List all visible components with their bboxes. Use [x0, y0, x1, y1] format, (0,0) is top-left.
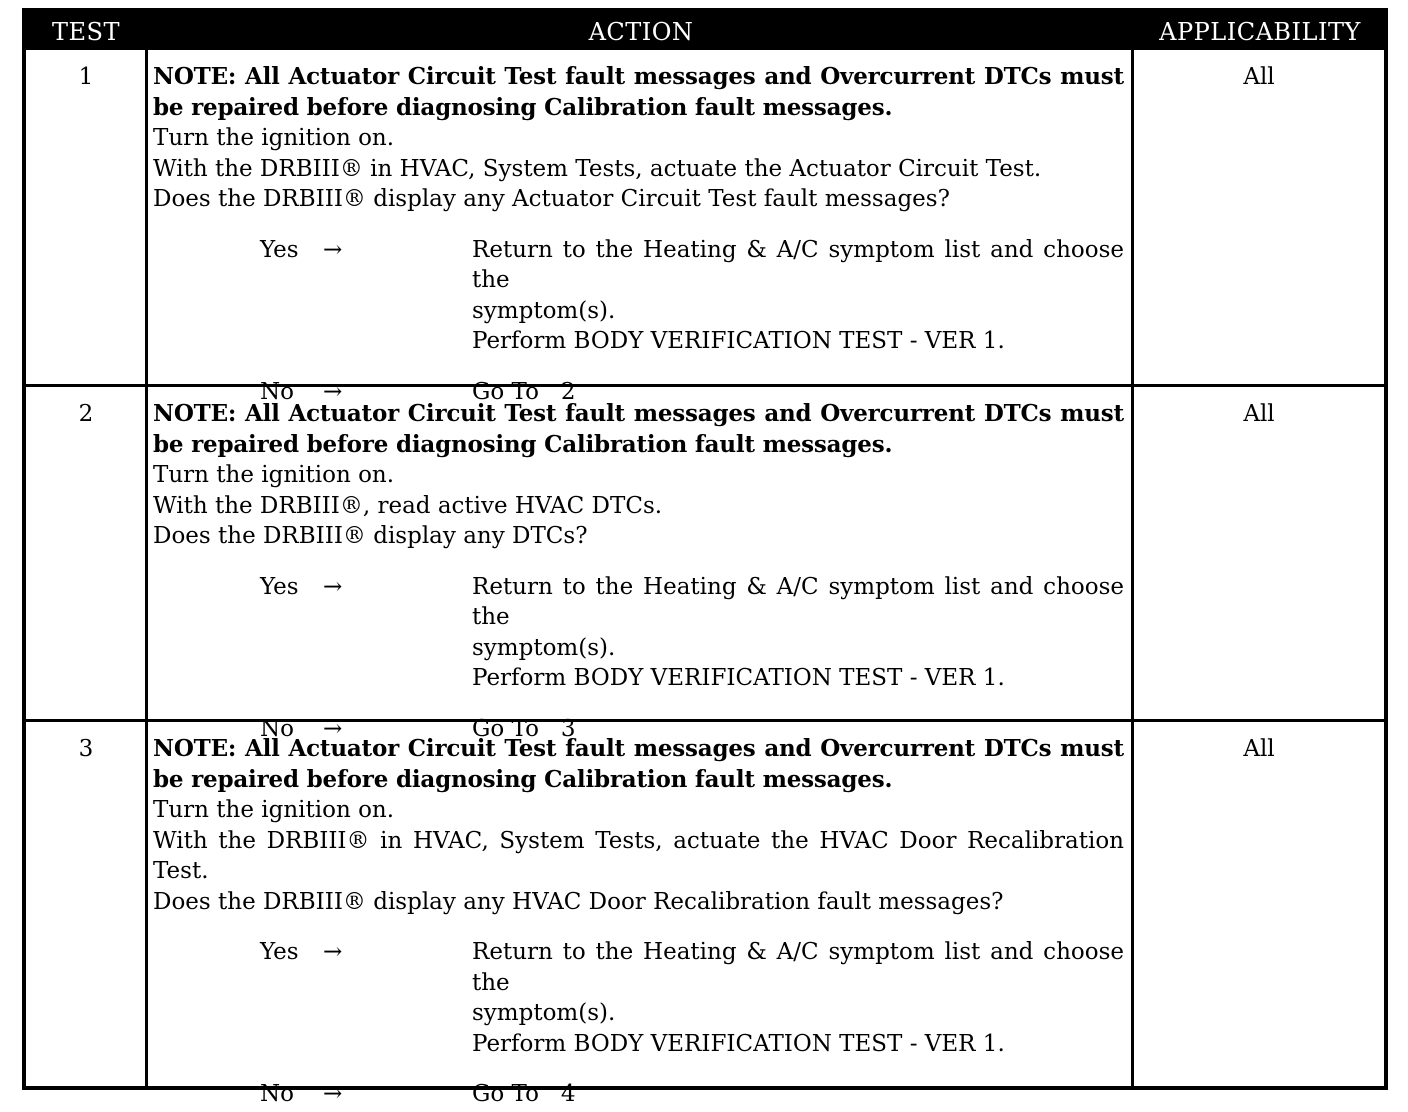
- yes-result: [472, 235, 1124, 357]
- yes-result-line: symptom(s).: [472, 297, 616, 324]
- arrow-right-icon: →: [323, 573, 343, 600]
- yes-label: Yes: [260, 939, 299, 965]
- arrow-right-icon: →: [323, 939, 343, 965]
- table-row: [26, 387, 1384, 742]
- question-text: Does the DRBIII® display any DTCs?: [153, 523, 588, 549]
- header-applicability: APPLICABILITY: [1159, 18, 1361, 46]
- yes-result: [472, 572, 1124, 694]
- yes-result-line: Perform BODY VERIFICATION TEST - VER 1.: [472, 1030, 1005, 1057]
- diagnostic-test-table: [22, 8, 1388, 1107]
- step-text: Turn the ignition on.: [153, 462, 395, 488]
- no-result: Go To 3: [472, 715, 576, 742]
- applicability-value: All: [1243, 64, 1275, 90]
- no-label: No: [260, 715, 294, 742]
- question-text: Does the DRBIII® display any HVAC Door Recalibration fault messages?: [153, 888, 1004, 915]
- header-action: ACTION: [588, 18, 694, 46]
- note-text: NOTE: All Actuator Circuit Test fault messages and Overcurrent DTCs must be repaired before diagnosing Calibration fault messages.: [153, 400, 1124, 458]
- applicability-value: All: [1243, 736, 1275, 762]
- step-text: Turn the ignition on.: [153, 125, 395, 151]
- yes-result-line: Perform BODY VERIFICATION TEST - VER 1.: [472, 328, 1005, 354]
- table-row: [26, 722, 1384, 1107]
- note-text: NOTE: All Actuator Circuit Test fault messages and Overcurrent DTCs must be repaired before diagnosing Calibration fault messages.: [153, 63, 1124, 121]
- yes-result-line: Return to the Heating & A/C symptom list and choose the: [472, 573, 1124, 630]
- yes-result-line: Perform BODY VERIFICATION TEST - VER 1.: [472, 665, 1005, 691]
- header-test: TEST: [52, 18, 120, 46]
- yes-label: Yes: [260, 573, 299, 600]
- no-result: Go To 4: [472, 1081, 576, 1107]
- step-text: With the DRBIII®, read active HVAC DTCs.: [153, 492, 663, 519]
- applicability-value: All: [1243, 401, 1275, 427]
- test-number: 3: [78, 736, 94, 762]
- no-label: No: [260, 378, 294, 405]
- step-text: With the DRBIII® in HVAC, System Tests, actuate the HVAC Door Recalibration Test.: [153, 827, 1124, 884]
- yes-result-line: Return to the Heating & A/C symptom list and choose the: [472, 236, 1124, 293]
- yes-answer: [260, 937, 1124, 1059]
- action-cell: [153, 62, 1124, 407]
- test-number: 2: [78, 401, 94, 427]
- arrow-right-icon: →: [323, 1081, 343, 1107]
- yes-result-line: Return to the Heating & A/C symptom list and choose the: [472, 939, 1124, 996]
- test-number: 1: [78, 64, 94, 90]
- yes-label: Yes: [260, 236, 299, 263]
- action-cell: [153, 734, 1124, 1110]
- arrow-right-icon: →: [323, 236, 343, 263]
- table-row: [26, 50, 1384, 405]
- no-result: Go To 2: [472, 378, 576, 405]
- note-text: NOTE: All Actuator Circuit Test fault messages and Overcurrent DTCs must be repaired before diagnosing Calibration fault messages.: [153, 735, 1124, 793]
- step-text: Turn the ignition on.: [153, 797, 395, 823]
- yes-answer: [260, 572, 1124, 694]
- no-answer: [260, 1079, 1124, 1110]
- yes-answer: [260, 235, 1124, 357]
- no-label: No: [260, 1081, 294, 1107]
- yes-result-line: symptom(s).: [472, 1000, 616, 1026]
- table-header: [26, 12, 1384, 50]
- action-cell: [153, 399, 1124, 744]
- step-text: With the DRBIII® in HVAC, System Tests, actuate the Actuator Circuit Test.: [153, 155, 1042, 182]
- question-text: Does the DRBIII® display any Actuator Circuit Test fault messages?: [153, 186, 950, 212]
- arrow-right-icon: →: [323, 378, 343, 405]
- yes-result-line: symptom(s).: [472, 634, 616, 661]
- yes-result: [472, 937, 1124, 1059]
- arrow-right-icon: →: [323, 715, 343, 742]
